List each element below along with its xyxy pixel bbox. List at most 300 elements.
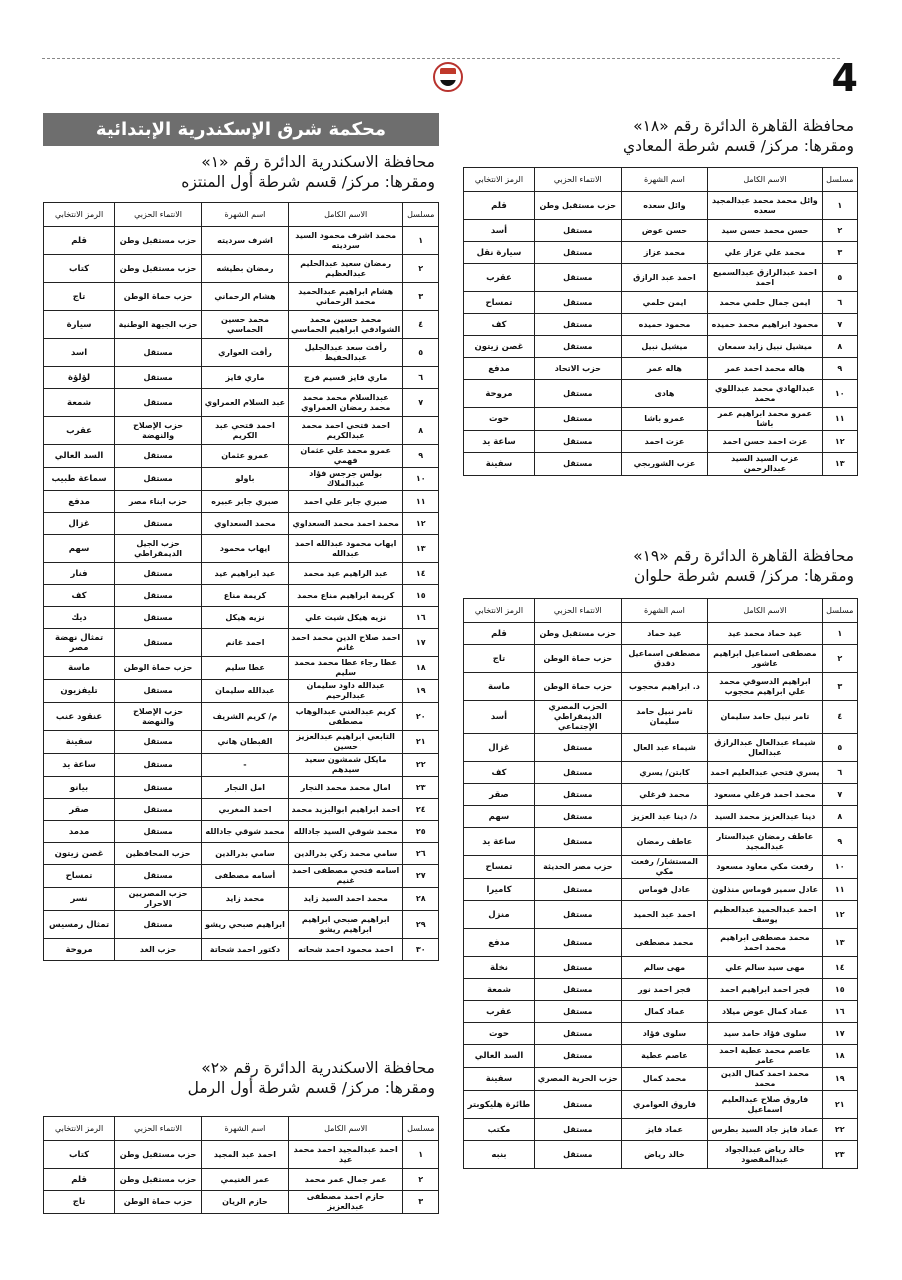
known-name-cell: محمد فرغلي: [621, 784, 708, 806]
serial-cell: ٢٩: [403, 911, 439, 939]
full-name-cell: عاطف رمضان عبدالستار عبدالمجيد: [708, 828, 822, 856]
serial-cell: ٩: [822, 828, 857, 856]
full-name-cell: عبد الراهيم عيد محمد: [288, 563, 403, 585]
table-row: [464, 1119, 858, 1141]
full-name-cell: عمرو محمد علي عثمان فهمي: [288, 445, 403, 468]
known-name-cell: وائل سعده: [621, 192, 708, 220]
symbol-cell: مدفع: [464, 929, 535, 957]
table-row: [44, 657, 439, 680]
full-name-cell: عمر جمال عمر محمد: [288, 1169, 403, 1191]
serial-cell: ٩: [822, 358, 857, 380]
known-name-cell: احمد عبد الرازق: [621, 264, 708, 292]
full-name-cell: مايكل شمشون سعيد سيدهم: [288, 754, 403, 777]
serial-cell: ٥: [822, 734, 857, 762]
symbol-cell: شمعة: [44, 389, 115, 417]
column-header: الاسم الكامل: [288, 203, 403, 227]
header-rule: [42, 58, 840, 59]
serial-cell: ٢٨: [403, 888, 439, 911]
symbol-cell: صقر: [464, 784, 535, 806]
known-name-cell: عاطف رمضان: [621, 828, 708, 856]
table-row: [44, 339, 439, 367]
party-cell: حزب الاتحاد: [534, 358, 621, 380]
party-cell: حزب مستقبل وطن: [115, 255, 202, 283]
serial-cell: ٣: [822, 673, 857, 701]
party-cell: حزب الحرية المصري: [534, 1068, 621, 1091]
symbol-cell: السد العالي: [44, 445, 115, 468]
symbol-cell: قلم: [44, 1169, 115, 1191]
table-row: [464, 358, 858, 380]
table-row: [464, 784, 858, 806]
table-row: [44, 731, 439, 754]
party-cell: حزب المحافظين: [115, 843, 202, 865]
known-name-cell: سامي بدرالدين: [202, 843, 289, 865]
symbol-cell: تاج: [44, 283, 115, 311]
party-cell: مستقل: [534, 431, 621, 453]
table-header-row: [44, 1117, 439, 1141]
full-name-cell: خالد رياض عبدالجواد عبدالمقصود: [708, 1141, 822, 1169]
full-name-cell: محمود ابراهيم محمد حميده: [708, 314, 822, 336]
full-name-cell: احمد صلاح الدين محمد احمد غانم: [288, 629, 403, 657]
symbol-cell: قلم: [464, 192, 535, 220]
column-header: مسلسل: [403, 203, 439, 227]
party-cell: حزب مستقبل وطن: [534, 192, 621, 220]
serial-cell: ٢٧: [403, 865, 439, 888]
known-name-cell: مهى سالم: [621, 957, 708, 979]
table-row: [464, 264, 858, 292]
serial-cell: ٢٢: [403, 754, 439, 777]
table-row: [464, 1091, 858, 1119]
table-row: [464, 1023, 858, 1045]
symbol-cell: ماسة: [44, 657, 115, 680]
party-cell: مستقل: [115, 367, 202, 389]
table-row: [464, 901, 858, 929]
table-row: [44, 607, 439, 629]
known-name-cell: عزب الشوربجي: [621, 453, 708, 476]
party-cell: مستقل: [534, 1141, 621, 1169]
symbol-cell: كف: [44, 585, 115, 607]
party-cell: الحزب المصري الديمقراطي الإجتماعي: [534, 701, 621, 734]
known-name-cell: ايهاب محمود: [202, 535, 289, 563]
serial-cell: ١٦: [403, 607, 439, 629]
party-cell: حزب الغد: [115, 939, 202, 961]
party-cell: مستقل: [115, 777, 202, 799]
symbol-cell: ماسة: [464, 673, 535, 701]
serial-cell: ٨: [403, 417, 439, 445]
symbol-cell: غصن زيتون: [464, 336, 535, 358]
party-cell: مستقل: [115, 585, 202, 607]
known-name-cell: محمود حميده: [621, 314, 708, 336]
full-name-cell: احمد ابراهيم ابوالبزيد محمد: [288, 799, 403, 821]
symbol-cell: ساعة يد: [464, 828, 535, 856]
known-name-cell: محمد شوقي جادالله: [202, 821, 289, 843]
known-name-cell: د/ دينا عبد العزيز: [621, 806, 708, 828]
serial-cell: ٥: [403, 339, 439, 367]
full-name-cell: شيماء عبدالعال عبدالرازق عبدالعال: [708, 734, 822, 762]
serial-cell: ١: [403, 227, 439, 255]
serial-cell: ١٣: [822, 453, 857, 476]
district-block-alex2: [43, 1058, 439, 1098]
symbol-cell: كف: [464, 314, 535, 336]
symbol-cell: سفينة: [464, 1068, 535, 1091]
table-row: [44, 1141, 439, 1169]
serial-cell: ٦: [822, 292, 857, 314]
symbol-cell: تليفزيون: [44, 680, 115, 703]
full-name-cell: عزب السيد السيد عبدالرحمن: [708, 453, 822, 476]
district-title: محافظة الاسكندرية الدائرة رقم «٢»: [201, 1059, 435, 1077]
known-name-cell: عبدالله سليمان: [202, 680, 289, 703]
known-name-cell: ميشيل نبيل: [621, 336, 708, 358]
known-name-cell: محمد حسين الحماسي: [202, 311, 289, 339]
symbol-cell: تاج: [464, 645, 535, 673]
party-cell: حزب الإصلاح والنهضة: [115, 703, 202, 731]
symbol-cell: ديك: [44, 607, 115, 629]
party-cell: مستقل: [534, 734, 621, 762]
symbol-cell: بنبه: [464, 1141, 535, 1169]
known-name-cell: ايمن حلمي: [621, 292, 708, 314]
table-row: [464, 242, 858, 264]
table-row: [44, 563, 439, 585]
table-row: [44, 865, 439, 888]
symbol-cell: شمعة: [464, 979, 535, 1001]
serial-cell: ١٧: [403, 629, 439, 657]
column-header: الرمز الانتخابي: [464, 168, 535, 192]
serial-cell: ١٣: [822, 929, 857, 957]
full-name-cell: احمد فتحي احمد محمد عبدالكريم: [288, 417, 403, 445]
serial-cell: ٢١: [822, 1091, 857, 1119]
table-row: [44, 939, 439, 961]
serial-cell: ١١: [822, 879, 857, 901]
serial-cell: ١٢: [403, 513, 439, 535]
party-cell: مستقل: [534, 408, 621, 431]
symbol-cell: تمثال نهضة مصر: [44, 629, 115, 657]
party-cell: حزب الجيل الديمقراطي: [115, 535, 202, 563]
table-row: [464, 408, 858, 431]
column-header: الرمز الانتخابي: [44, 203, 115, 227]
column-header: الرمز الانتخابي: [464, 599, 535, 623]
known-name-cell: -: [202, 754, 289, 777]
party-cell: مستقل: [115, 731, 202, 754]
candidates-table-cairo18: [463, 167, 858, 476]
table-row: [464, 431, 858, 453]
known-name-cell: المستشار/ رفعت مكي: [621, 856, 708, 879]
known-name-cell: امل النجار: [202, 777, 289, 799]
candidates-table-alex2: [43, 1116, 439, 1214]
full-name-cell: تامر نبيل حامد سليمان: [708, 701, 822, 734]
full-name-cell: عمرو محمد ابراهيم عمر باشا: [708, 408, 822, 431]
party-cell: حزب حماة الوطن: [115, 657, 202, 680]
full-name-cell: فجر احمد ابراهيم احمد: [708, 979, 822, 1001]
known-name-cell: فاروق العوامري: [621, 1091, 708, 1119]
table-row: [44, 535, 439, 563]
serial-cell: ٧: [822, 784, 857, 806]
symbol-cell: ساعة يد: [44, 754, 115, 777]
table-row: [44, 754, 439, 777]
known-name-cell: محمد زايد: [202, 888, 289, 911]
full-name-cell: عماد فايز جاد السيد بطرس: [708, 1119, 822, 1141]
table-row: [44, 821, 439, 843]
symbol-cell: سهم: [44, 535, 115, 563]
party-cell: مستقل: [534, 336, 621, 358]
serial-cell: ٨: [822, 806, 857, 828]
symbol-cell: عقرب: [464, 264, 535, 292]
serial-cell: ١٣: [403, 535, 439, 563]
known-name-cell: كابتن/ يسري: [621, 762, 708, 784]
full-name-cell: محمد حسين محمد الشوادفي ابراهيم الحماسي: [288, 311, 403, 339]
known-name-cell: محمد مصطفى: [621, 929, 708, 957]
full-name-cell: محمد مصطفى ابراهيم محمد احمد: [708, 929, 822, 957]
full-name-cell: محمد شوقي السيد جادالله: [288, 821, 403, 843]
serial-cell: ١١: [822, 408, 857, 431]
party-cell: مستقل: [534, 380, 621, 408]
symbol-cell: مروحة: [44, 939, 115, 961]
serial-cell: ٢٦: [403, 843, 439, 865]
full-name-cell: عبدالهادي محمد عبداللوي محمد: [708, 380, 822, 408]
table-row: [464, 762, 858, 784]
column-header: اسم الشهرة: [621, 599, 708, 623]
symbol-cell: عقرب: [464, 1001, 535, 1023]
table-row: [44, 513, 439, 535]
known-name-cell: عماد كمال: [621, 1001, 708, 1023]
table-row: [464, 673, 858, 701]
known-name-cell: شيماء عبد العال: [621, 734, 708, 762]
column-header: مسلسل: [403, 1117, 439, 1141]
symbol-cell: تمساح: [44, 865, 115, 888]
table-row: [464, 957, 858, 979]
full-name-cell: ايمن جمال حلمي محمد: [708, 292, 822, 314]
party-cell: مستقل: [534, 242, 621, 264]
symbol-cell: كتاب: [44, 1141, 115, 1169]
district-seat: ومقرها: مركز/ قسم شرطة حلوان: [633, 567, 854, 585]
table-row: [464, 314, 858, 336]
district-seat: ومقرها: مركز/ قسم شرطة المعادي: [623, 137, 854, 155]
party-cell: مستقل: [115, 799, 202, 821]
party-cell: مستقل: [115, 563, 202, 585]
symbol-cell: كف: [464, 762, 535, 784]
full-name-cell: عبدالسلام محمد محمد محمد رمضان العمراوي: [288, 389, 403, 417]
table-row: [464, 929, 858, 957]
party-cell: حزب حماة الوطن: [115, 283, 202, 311]
table-row: [44, 417, 439, 445]
serial-cell: ٢٤: [403, 799, 439, 821]
serial-cell: ٢: [822, 645, 857, 673]
column-header: الاسم الكامل: [708, 599, 822, 623]
known-name-cell: رمضان بطيشه: [202, 255, 289, 283]
party-cell: حزب الإصلاح والنهضة: [115, 417, 202, 445]
table-row: [44, 1191, 439, 1214]
full-name-cell: ابراهيم الدسوقي محمد علي ابراهيم محجوب: [708, 673, 822, 701]
known-name-cell: حسن عوض: [621, 220, 708, 242]
party-cell: مستقل: [115, 445, 202, 468]
full-name-cell: التابعي ابراهيم عبدالعزيز حسين: [288, 731, 403, 754]
known-name-cell: عيد ابراهيم عيد: [202, 563, 289, 585]
full-name-cell: سامي محمد زكي بدرالدين: [288, 843, 403, 865]
known-name-cell: ماري فايز: [202, 367, 289, 389]
district-title: محافظة الاسكندرية الدائرة رقم «١»: [201, 153, 435, 171]
party-cell: مستقل: [534, 1023, 621, 1045]
column-header: الانتماء الحزبي: [534, 599, 621, 623]
serial-cell: ٨: [822, 336, 857, 358]
symbol-cell: نخلة: [464, 957, 535, 979]
serial-cell: ٢: [403, 1169, 439, 1191]
full-name-cell: رأفت سعد عبدالجليل عبدالحفيظ: [288, 339, 403, 367]
table-row: [44, 255, 439, 283]
district-block-cairo18: [463, 116, 858, 156]
table-row: [464, 292, 858, 314]
party-cell: مستقل: [534, 292, 621, 314]
symbol-cell: لؤلؤة: [44, 367, 115, 389]
serial-cell: ٤: [822, 701, 857, 734]
full-name-cell: محمد علي عزاز علي: [708, 242, 822, 264]
page-number: 4: [831, 56, 858, 100]
candidates-table-alex1: [43, 202, 439, 961]
symbol-cell: بيانو: [44, 777, 115, 799]
known-name-cell: اشرف سرديته: [202, 227, 289, 255]
full-name-cell: عزت احمد حسن احمد: [708, 431, 822, 453]
table-row: [464, 1001, 858, 1023]
symbol-cell: مدفع: [44, 491, 115, 513]
table-row: [44, 703, 439, 731]
known-name-cell: مصطفى اسماعيل دقدق: [621, 645, 708, 673]
known-name-cell: محمد عزاز: [621, 242, 708, 264]
symbol-cell: أسد: [464, 701, 535, 734]
party-cell: مستقل: [115, 468, 202, 491]
party-cell: حزب مستقبل وطن: [115, 227, 202, 255]
known-name-cell: عمر الغنيمي: [202, 1169, 289, 1191]
serial-cell: ٣: [403, 283, 439, 311]
known-name-cell: رأفت العواري: [202, 339, 289, 367]
full-name-cell: عطا رجاء عطا محمد محمد سليم: [288, 657, 403, 680]
party-cell: مستقل: [534, 957, 621, 979]
party-cell: مستقل: [115, 680, 202, 703]
column-header: الاسم الكامل: [288, 1117, 403, 1141]
table-row: [44, 367, 439, 389]
table-row: [44, 777, 439, 799]
symbol-cell: مدفع: [464, 358, 535, 380]
column-header: مسلسل: [822, 168, 857, 192]
serial-cell: ٢٥: [403, 821, 439, 843]
table-row: [44, 1169, 439, 1191]
full-name-cell: حسن محمد حسن سيد: [708, 220, 822, 242]
district-block-cairo19: [463, 546, 858, 586]
full-name-cell: محمد احمد كمال الدين محمد: [708, 1068, 822, 1091]
serial-cell: ١٠: [822, 856, 857, 879]
eagle-emblem-icon: [433, 62, 463, 92]
party-cell: مستقل: [115, 754, 202, 777]
known-name-cell: صبري جابر عبيره: [202, 491, 289, 513]
serial-cell: ٣: [822, 242, 857, 264]
symbol-cell: تمثال رمسيس: [44, 911, 115, 939]
known-name-cell: عمرو باشا: [621, 408, 708, 431]
symbol-cell: سيارة نقل: [464, 242, 535, 264]
serial-cell: ٩: [403, 445, 439, 468]
court-section-title: محكمة شرق الإسكندرية الإبتدائية: [43, 113, 439, 146]
serial-cell: ١٢: [822, 431, 857, 453]
party-cell: حزب مستقبل وطن: [534, 623, 621, 645]
table-row: [44, 585, 439, 607]
table-header-row: [464, 168, 858, 192]
full-name-cell: سلوى فؤاد حامد سيد: [708, 1023, 822, 1045]
full-name-cell: بولس جرجس فؤاد عبدالملاك: [288, 468, 403, 491]
party-cell: حزب الجبهة الوطنية: [115, 311, 202, 339]
party-cell: مستقل: [115, 513, 202, 535]
full-name-cell: مهى سيد سالم علي: [708, 957, 822, 979]
party-cell: مستقل: [534, 806, 621, 828]
table-row: [44, 888, 439, 911]
table-row: [464, 701, 858, 734]
symbol-cell: أسد: [464, 220, 535, 242]
party-cell: مستقل: [534, 762, 621, 784]
full-name-cell: ماري فايز قسيم فرج: [288, 367, 403, 389]
table-row: [44, 843, 439, 865]
party-cell: حزب مستقبل وطن: [115, 1169, 202, 1191]
serial-cell: ٢١: [403, 731, 439, 754]
column-header: الانتماء الحزبي: [115, 1117, 202, 1141]
column-header: الانتماء الحزبي: [115, 203, 202, 227]
known-name-cell: م/ كريم الشريف: [202, 703, 289, 731]
full-name-cell: عبدالله داود سليمان عبدالرحيم: [288, 680, 403, 703]
table-row: [44, 799, 439, 821]
symbol-cell: سماعة طبيب: [44, 468, 115, 491]
serial-cell: ١٨: [822, 1045, 857, 1068]
party-cell: مستقل: [534, 1091, 621, 1119]
symbol-cell: اسد: [44, 339, 115, 367]
serial-cell: ٦: [403, 367, 439, 389]
symbol-cell: عنقود عنب: [44, 703, 115, 731]
full-name-cell: محمد احمد فرغلي مسعود: [708, 784, 822, 806]
known-name-cell: احمد عبد الحميد: [621, 901, 708, 929]
symbol-cell: تمساح: [464, 292, 535, 314]
full-name-cell: عادل سمير قوماس منذلون: [708, 879, 822, 901]
known-name-cell: باولو: [202, 468, 289, 491]
party-cell: مستقل: [534, 979, 621, 1001]
known-name-cell: هشام الرحماني: [202, 283, 289, 311]
serial-cell: ١٩: [822, 1068, 857, 1091]
table-row: [44, 227, 439, 255]
serial-cell: ١٤: [403, 563, 439, 585]
known-name-cell: فجر احمد نور: [621, 979, 708, 1001]
table-row: [464, 453, 858, 476]
known-name-cell: هادى: [621, 380, 708, 408]
table-row: [464, 828, 858, 856]
serial-cell: ٢: [822, 220, 857, 242]
full-name-cell: رفعت مكي معاود مسعود: [708, 856, 822, 879]
known-name-cell: حازم الريان: [202, 1191, 289, 1214]
serial-cell: ١٢: [822, 901, 857, 929]
party-cell: حزب مستقبل وطن: [115, 1141, 202, 1169]
full-name-cell: فاروق صلاح عبدالعليم اسماعيل: [708, 1091, 822, 1119]
known-name-cell: احمد عبد المجيد: [202, 1141, 289, 1169]
full-name-cell: ايهاب محمود عبدالله احمد عبدالله: [288, 535, 403, 563]
known-name-cell: احمد غانم: [202, 629, 289, 657]
party-cell: حزب حماة الوطن: [534, 645, 621, 673]
serial-cell: ١: [822, 192, 857, 220]
table-row: [44, 491, 439, 513]
known-name-cell: احمد المغربي: [202, 799, 289, 821]
district-seat: ومقرها: مركز/ قسم شرطة أول الرمل: [187, 1079, 435, 1097]
table-row: [464, 192, 858, 220]
symbol-cell: قلم: [464, 623, 535, 645]
serial-cell: ٣٠: [403, 939, 439, 961]
symbol-cell: سفينة: [464, 453, 535, 476]
table-header-row: [464, 599, 858, 623]
table-row: [464, 1045, 858, 1068]
party-cell: مستقل: [115, 607, 202, 629]
known-name-cell: هاله عمر: [621, 358, 708, 380]
full-name-cell: وائل محمد محمد عبدالمجيد سعده: [708, 192, 822, 220]
party-cell: مستقل: [534, 929, 621, 957]
column-header: اسم الشهرة: [202, 1117, 289, 1141]
party-cell: مستقل: [534, 264, 621, 292]
